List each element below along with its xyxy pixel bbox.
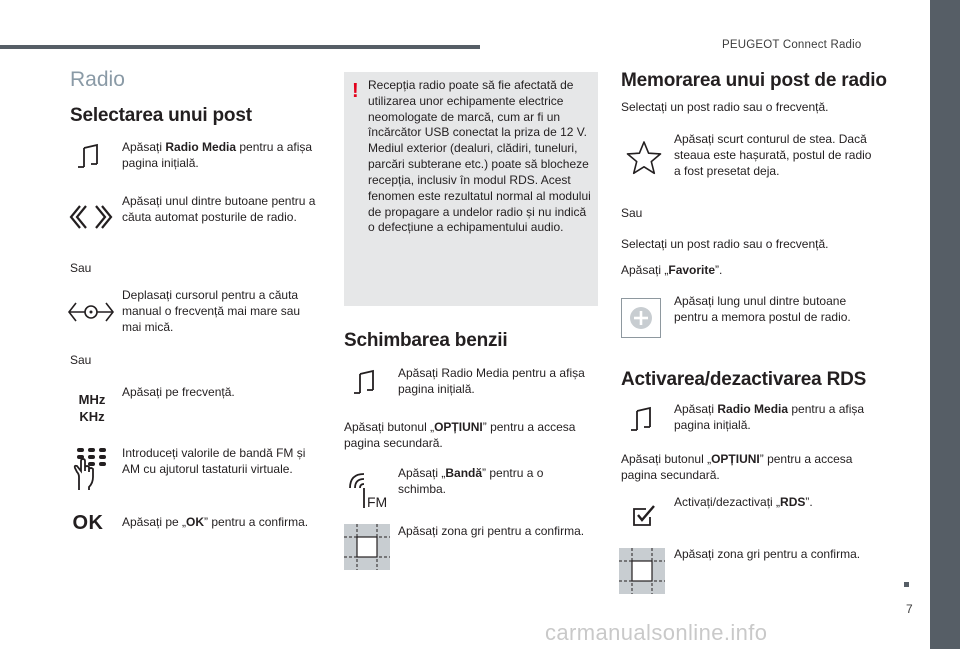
page-number: 7 bbox=[906, 602, 913, 616]
step-confirm-ok: Apăsați pe „OK” pentru a confirma. bbox=[122, 515, 309, 529]
star-outline-icon bbox=[624, 138, 664, 178]
heading-save-station: Memorarea unui post de radio bbox=[621, 70, 887, 91]
ok-icon: OK bbox=[72, 511, 104, 534]
step-press-star: Apăsați scurt conturul de stea. Dacă steaua este hașurată, postul de radio a fost presetat deja. bbox=[674, 132, 872, 178]
seek-arrows-icon bbox=[68, 202, 114, 232]
page-marker bbox=[904, 582, 909, 587]
header-rule bbox=[0, 45, 480, 49]
step-radio-media-band: Apăsați Radio Media pentru a afișa pagina inițială. bbox=[398, 366, 585, 396]
or-label: Sau bbox=[621, 206, 643, 220]
step-long-press: Apăsați lung unul dintre butoane pentru a memora postul de radio. bbox=[674, 294, 851, 324]
step-radio-media: Apăsați Radio Media pentru a afișa pagina inițială. bbox=[122, 140, 313, 170]
fm-label: FM bbox=[367, 494, 388, 510]
or-label: Sau bbox=[70, 261, 92, 275]
step-manual-tune: Deplasați cursorul pentru a căuta manual o frecvență mai mare sau mai mică. bbox=[122, 288, 301, 334]
or-label: Sau bbox=[70, 353, 92, 367]
step-press-favorite: Apăsați „Favorite”. bbox=[621, 263, 723, 277]
music-note-icon bbox=[627, 403, 657, 437]
checkbox-checked-icon bbox=[628, 502, 658, 530]
section-title: Radio bbox=[70, 68, 125, 91]
slider-cursor-icon bbox=[68, 298, 114, 326]
music-note-icon bbox=[74, 140, 104, 174]
watermark: carmanualsonline.info bbox=[545, 620, 768, 645]
step-toggle-rds: Activați/dezactivați „RDS”. bbox=[674, 495, 813, 509]
step-select-station-2: Selectați un post radio sau o frecvență. bbox=[621, 237, 829, 251]
heading-change-band: Schimbarea benzii bbox=[344, 330, 508, 351]
music-note-icon bbox=[350, 366, 380, 400]
keypad-icon bbox=[72, 446, 112, 492]
heading-select-station: Selectarea unui post bbox=[70, 105, 252, 126]
warning-text: Recepția radio poate să fie afectată de utilizarea unor echipamente electrice neomologate de marcă, cum ar fi un încărcător USB conectat la priza de 12 V. Mediul exterior (dealuri, clădiri, tuneluri, parcări subterane etc.) poate să blocheze recepția, inclusiv în modul RDS. Acest fenomen este rezultatul normal al modului de propagare a undelor radio și nu indică o defecțiune a echipamentului audio. bbox=[368, 78, 591, 235]
step-press-frequency: Apăsați pe frecvență. bbox=[122, 385, 235, 399]
mhz-khz-icon: MHz KHz bbox=[78, 392, 106, 424]
step-radio-media-rds: Apăsați Radio Media pentru a afișa pagina inițială. bbox=[674, 402, 865, 432]
grey-zone-icon bbox=[344, 524, 390, 570]
header-title: PEUGEOT Connect Radio bbox=[722, 39, 862, 51]
step-grey-zone-band: Apăsați zona gri pentru a confirma. bbox=[398, 524, 585, 538]
step-select-station: Selectați un post radio sau o frecvență. bbox=[621, 100, 829, 114]
step-options-band: Apăsați butonul „OPȚIUNI” pentru a accesa pagina secundară. bbox=[344, 420, 576, 450]
page-edge-strip bbox=[930, 0, 960, 649]
heading-rds: Activarea/dezactivarea RDS bbox=[621, 369, 867, 390]
fm-band-icon bbox=[346, 470, 390, 510]
warning-icon: ! bbox=[352, 80, 359, 102]
step-virtual-keyboard: Introduceți valorile de bandă FM și AM cu ajutorul tastaturii virtuale. bbox=[122, 446, 306, 476]
step-grey-zone-rds: Apăsați zona gri pentru a confirma. bbox=[674, 547, 861, 561]
step-press-band: Apăsați „Bandă” pentru a o schimba. bbox=[398, 466, 544, 496]
add-preset-icon bbox=[621, 298, 661, 338]
grey-zone-icon bbox=[619, 548, 665, 594]
step-auto-seek: Apăsați unul dintre butoane pentru a căuta automat posturile de radio. bbox=[122, 194, 316, 224]
step-options-rds: Apăsați butonul „OPȚIUNI” pentru a accesa pagina secundară. bbox=[621, 452, 853, 482]
